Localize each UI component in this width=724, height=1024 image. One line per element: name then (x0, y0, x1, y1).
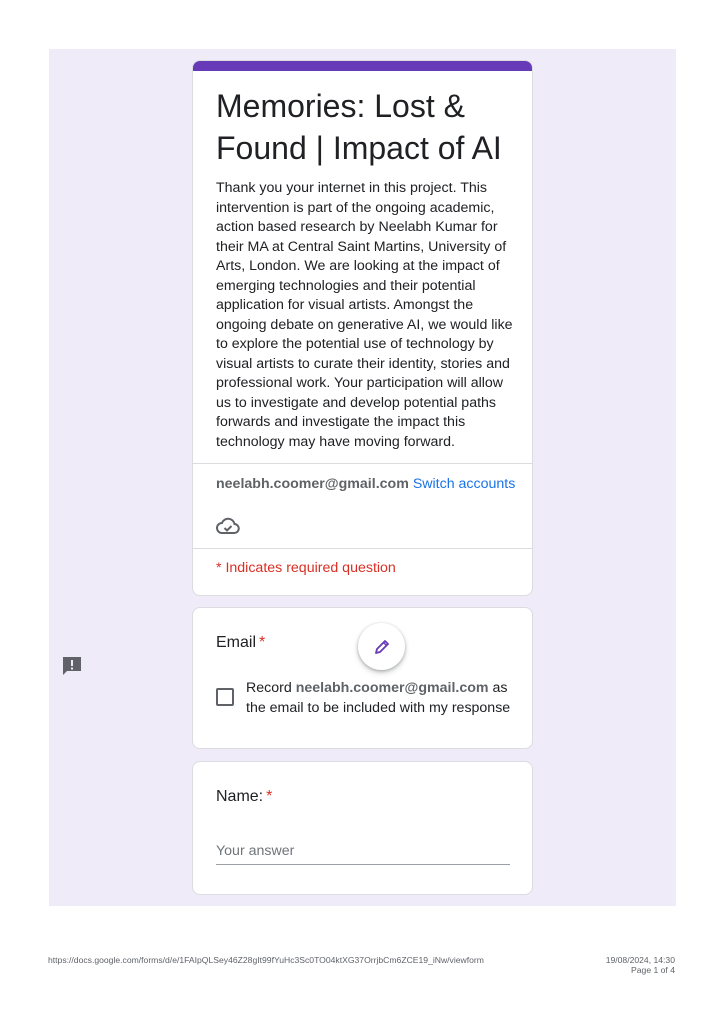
required-star: * (259, 634, 266, 651)
question-title: Name: (216, 788, 264, 805)
footer-page: Page 1 of 4 (631, 965, 675, 975)
account-email: neelabh.coomer@gmail.com (216, 476, 409, 492)
pencil-icon (372, 637, 392, 657)
question-label-name (216, 788, 272, 806)
feedback-icon[interactable] (61, 655, 83, 677)
footer-url: https://docs.google.com/forms/d/e/1FAIpQLSey46Z28gIt99fYuHc3Sc0TO04ktXG37OrrjbCm6ZCE19_iNw/viewform (48, 955, 484, 965)
record-email-checkbox[interactable] (216, 688, 234, 706)
cloud-check-icon (216, 516, 240, 536)
account-row (216, 475, 515, 493)
footer-datetime: 19/08/2024, 14:30 (605, 955, 675, 965)
question-label-email (216, 634, 265, 652)
question-email-card (192, 607, 533, 749)
switch-accounts-link[interactable]: Switch accounts (412, 476, 516, 492)
divider (193, 463, 532, 464)
question-name-card (192, 761, 533, 895)
record-email-label (246, 678, 521, 718)
checkbox-email: neelabh.coomer@gmail.com (295, 680, 489, 696)
required-star: * (266, 788, 273, 805)
question-title: Email (216, 634, 257, 651)
edit-button[interactable] (358, 623, 405, 670)
required-note: * Indicates required question (216, 560, 396, 576)
footer-info (606, 955, 675, 975)
divider (193, 548, 532, 549)
form-description: Thank you your internet in this project. This intervention is part of the ongoing academic, action based research by Neelabh Kumar for their MA at Central Saint Martins, University of Arts, London. We are looking at the impact of emerging technologies and their potential application for visual artists. Amongst the ongoing debate on generative AI, we would like to explore the potential use of technology by visual artists to curate their identity, stories and professional work. Your participation will allow us to investigate and develop potential paths forwards and investigate the impact this technology may have moving forward. (216, 180, 513, 450)
checkbox-prefix: Record (246, 680, 292, 696)
form-title: Memories: Lost & Found | Impact of AI (216, 88, 502, 166)
accent-bar (193, 61, 532, 71)
checkbox-suffix: as the email to be included with my response (246, 680, 511, 716)
form-header-card (192, 60, 533, 596)
name-input[interactable] (216, 838, 510, 865)
